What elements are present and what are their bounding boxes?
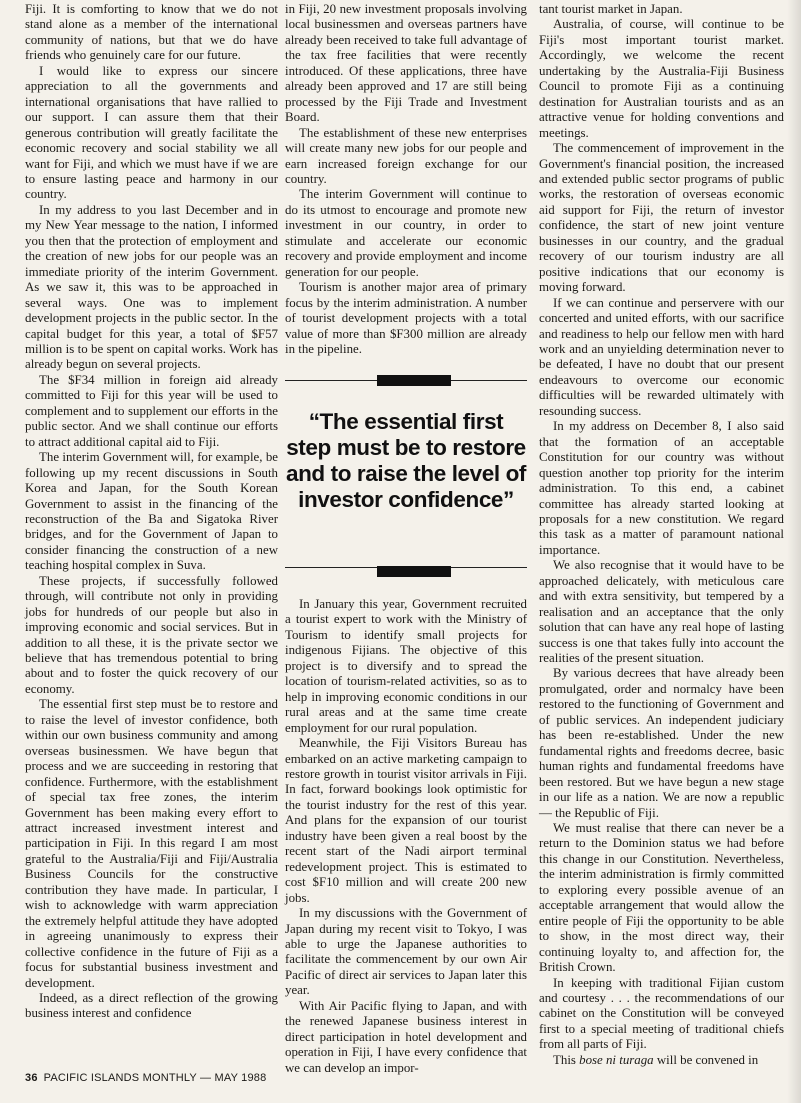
paragraph: With Air Pacific flying to Japan, and with the renewed Japanese business interest in direct participation in hotel development and operation in Fiji, I have every confidence that we can develop an impor- xyxy=(285,998,527,1075)
pull-quote-box xyxy=(285,371,527,577)
page-number: 36 xyxy=(25,1072,38,1084)
column-middle-top xyxy=(285,2,527,357)
column-left xyxy=(25,2,278,1022)
page-edge-shadow xyxy=(787,0,801,1103)
paragraph: Tourism is another major area of primary focus by the interim administration. A number of tourist development projects with a total value of more than $F300 million are already in the pipeline. xyxy=(285,280,527,356)
paragraph: Fiji. It is comforting to know that we do not stand alone as a member of the international community of nations, but that we do have friends who genuinely care for our future. xyxy=(25,2,278,63)
paragraph: We must realise that there can never be a return to the Dominion status we had before this change in our Constitution. Nevertheless, the interim administration is firmly committed to exploring every possible avenue of an acceptable arrangement that would allow the entire people of Fiji the opportunity to be able to show, in the most direct way, their continuing loyalty to, and affection for, the British Crown. xyxy=(539,821,784,975)
paragraph: Australia, of course, will continue to be Fiji's most important tourist market. Accordingly, we welcome the recent undertaking by the Australia-Fiji Business Council to promote Fiji as a continuing destination for Australian tourists and as an attractive venue for holding conventions and meetings. xyxy=(539,17,784,140)
page-footer xyxy=(25,1072,525,1084)
paragraph: By various decrees that have already been promulgated, order and normalcy have been restored to the functioning of Government and of public services. An independent judiciary has been re-established. Under the new fundamental rights and freedoms decree, basic human rights and fundamental freedoms have been restored. But we have begun a new stage in our life as a nation. We are now a republic — the Republic of Fiji. xyxy=(539,666,784,820)
paragraph: If we can continue and perservere with our concerted and united efforts, with our sacrifice and readiness to help our fellow men with hard work and an unyielding determination never to be defeated, I have no doubt that our present endeavours to overcome our economic difficulties will be rewarded ultimately with resounding success. xyxy=(539,295,784,418)
paragraph: The interim Government will continue to do its utmost to encourage and promote new investment in our country, in order to stimulate and accelerate our economic recovery and provide employment and income generation for our people. xyxy=(285,187,527,279)
paragraph: The interim Government will, for example, be following up my recent discussions in South Korea and Japan, for the South Korean Government to assist in the financing of the reconstruction of the Ba and Sigatoka River bridges, and for the Government of Japan to consider financing the construction of a new teaching hospital complex in Suva. xyxy=(25,450,278,573)
paragraph-last xyxy=(539,1053,784,1068)
paragraph: Meanwhile, the Fiji Visitors Bureau has embarked on an active marketing campaign to restore growth in tourist visitor arrivals in Fiji. In fact, forward bookings look optimistic for the tourist industry for the rest of this year. And plans for the expansion of our tourist industry have been given a real boost by the recent start of the Nadi airport terminal redevelopment project. This is estimated to cost $F10 million and will create 200 new jobs. xyxy=(285,736,527,905)
italic-term: bose ni turaga xyxy=(579,1052,654,1067)
text-run: will be convened in xyxy=(653,1052,759,1067)
paragraph: In keeping with traditional Fijian custom and courtesy . . . the recommendations of our cabinet on the Constitution will be conveyed first to a special meeting of traditional chiefs from all parts of Fiji. xyxy=(539,975,784,1052)
paragraph: We also recognise that it would have to be approached delicately, with meticulous care and with extra sensitivity, but tempered by a realisation and an acceptance that the only solution that can have any real hope of lasting success is one that takes fully into account the realities of the present situation. xyxy=(539,558,784,666)
paragraph: In January this year, Government recruited a tourist expert to work with the Ministry of Tourism to identify small projects for indigenous Fijians. The objective of this project is to diversify and to spread the location of tourism-related activities, so as to help in improving economic conditions in our rural areas and at the same time create employment for our rural population. xyxy=(285,597,527,735)
paragraph: The establishment of these new enterprises will create many new jobs for our people and earn increased foreign exchange for our country. xyxy=(285,125,527,186)
text-run: This xyxy=(553,1052,580,1067)
paragraph: in Fiji, 20 new investment proposals involving local businessmen and overseas partners have already been received to take full advantage of the tax free facilities that were recently introduced. Of these applications, three have already been approved and 17 are still being processed by the Fiji Trade and Investment Board. xyxy=(285,2,527,125)
pull-quote: “The essential first step must be to restore and to raise the level of investor confidence” xyxy=(285,409,527,512)
paragraph: In my address on December 8, I also said that the formation of an acceptable Constitution for our country was without question another top priority for the interim administration. To this end, a cabinet committee has already started looking at proposals for a new constitution. We regard this task as a matter of paramount national importance. xyxy=(539,419,784,557)
column-middle-bottom xyxy=(285,597,527,1076)
paragraph: Indeed, as a direct reflection of the growing business interest and confidence xyxy=(25,991,278,1021)
paragraph: The $F34 million in foreign aid already committed to Fiji for this year will be used to complement and to supplement our efforts in the public sector. And we shall continue our efforts to attract additional capital aid to Fiji. xyxy=(25,372,278,449)
paragraph: In my address to you last December and in my New Year message to the nation, I informed you then that the protection of employment and the creation of new jobs for our people was an immediate priority of the interim Government. As we saw it, this was to be approached in several ways. One was to implement development projects in the public sector. In the capital budget for this year, a total of $F57 million is to be spent on capital works. Work has already begun on several projects. xyxy=(25,202,278,372)
paragraph: In my discussions with the Government of Japan during my recent visit to Tokyo, I was able to urge the Japanese authorities to facilitate the commencement by our own Air Pacific of direct air services to Japan later this year. xyxy=(285,906,527,998)
column-right xyxy=(539,2,784,1068)
paragraph: The commencement of improvement in the Government's financial position, the increased and extended public sector programs of public works, the restoration of overseas economic aid support for Fiji, the return of investor confidence, the start of new joint venture businesses in our country, and the gradual recovery of our tourism industry are all positive indications that our economy is moving forward. xyxy=(539,141,784,295)
pull-quote-bottom-block xyxy=(377,566,451,577)
paragraph: tant tourist market in Japan. xyxy=(539,2,683,16)
paragraph: The essential first step must be to restore and to raise the level of investor confidence, both within our own business community and among overseas businessmen. We have begun that process and we are succeeding in restoring that confidence. Furthermore, with the establishment of special tax free zones, the interim Government has been making every effort to attract increased investment interest and participation in Fiji. In this regard I am most grateful to the Australia/Fiji and Fiji/Australia Business Councils for the constructive contribution they have made. In particular, I wish to acknowledge with warm appreciation the extremely helpful attitude they have adopted in agreeing unanimously to express their collective confidence in the future of Fiji as a focus for substantial business investment and development. xyxy=(25,697,278,990)
publication-line: PACIFIC ISLANDS MONTHLY — MAY 1988 xyxy=(43,1072,267,1084)
paragraph: These projects, if successfully followed through, will contribute not only in providing jobs for hundreds of our people but also in improving economic and social services. But in addition to all these, it is the private sector we believe that has tremendous potential to bring about and to foster the quick recovery of our economy. xyxy=(25,573,278,696)
pull-quote-top-block xyxy=(377,375,451,386)
paragraph: I would like to express our sincere appreciation to all the governments and international organisations that have rallied to our support. I can assure them that their generous contribution will greatly facilitate the economic recovery and social stability we all want for Fiji, and which we must have if we are to ensure lasting peace and harmony in our country. xyxy=(25,63,278,202)
